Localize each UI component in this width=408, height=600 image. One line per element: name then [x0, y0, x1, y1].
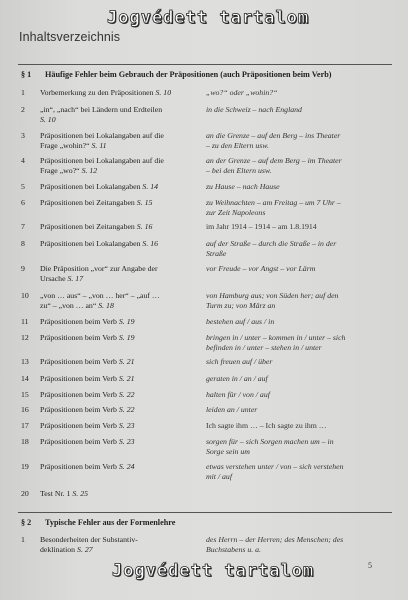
page-ref: S. 23: [118, 437, 135, 446]
page-ref: S. 23: [118, 421, 135, 430]
page-ref: S. 11: [91, 140, 107, 150]
entry-title: Präpositionen beim Verb S. 23: [40, 421, 135, 430]
entry-title: Präpositionen bei Lokalangaben auf die Frage „wohin?“ S. 11: [40, 131, 164, 150]
page-ref: S. 19: [118, 317, 135, 326]
entry-example: zu Hause – nach Hause: [206, 182, 280, 191]
entry-number: 5: [21, 182, 25, 191]
entry-example: sich freuen auf / über: [206, 357, 273, 366]
entry-example: vor Freude – vor Angst – vor Lärm: [206, 264, 316, 273]
section-number: § 1: [21, 70, 32, 79]
page-ref: S. 25: [72, 489, 88, 498]
entry-example: leiden an / unter: [206, 405, 258, 414]
entry-number: 11: [21, 317, 29, 326]
entry-example: an der Grenze – auf dem Berg – im Theater – bei den Eltern usw.: [206, 156, 342, 175]
page-ref: S. 19: [118, 333, 135, 342]
entry-example: halten für / von / auf: [206, 390, 270, 399]
entry-number: 16: [21, 405, 29, 414]
section-title: Häufige Fehler beim Gebrauch der Präpositionen (auch Präpositionen beim Verb): [45, 70, 332, 79]
entry-title: Besonderheiten der Substantiv- deklination S. 27: [40, 535, 138, 554]
entry-number: 1: [21, 88, 25, 97]
entry-title: Vorbemerkung zu den Präpositionen S. 10: [40, 88, 172, 97]
entry-title: Test Nr. 1 S. 25: [40, 489, 88, 498]
entry-title: Präpositionen beim Verb S. 19: [40, 333, 135, 342]
page-ref: S. 17: [67, 273, 84, 283]
entry-title: Präpositionen bei Zeitangaben S. 16: [40, 222, 153, 231]
page-ref: S. 16: [136, 222, 153, 231]
page-ref: S. 16: [142, 239, 159, 248]
page-ref: S. 18: [98, 300, 114, 310]
entry-title: Präpositionen beim Verb S. 22: [40, 390, 135, 399]
page-ref: S. 22: [118, 390, 135, 399]
entry-number: 1: [21, 535, 25, 544]
entry-example: im Jahr 1914 – 1914 – am 1.8.1914: [206, 222, 317, 231]
page-ref: S. 21: [118, 374, 135, 383]
page-title: Inhaltsverzeichnis: [19, 30, 121, 44]
entry-title: Präpositionen beim Verb S. 21: [40, 374, 135, 383]
entry-title: Präpositionen bei Zeitangaben S. 15: [40, 198, 153, 207]
section-number: § 2: [21, 518, 32, 527]
entry-number: 3: [21, 131, 25, 140]
entry-example: an die Grenze – auf den Berg – ins Theater – zu den Eltern usw.: [206, 131, 341, 150]
page-ref: S. 10: [155, 88, 172, 97]
entry-title: Die Präposition „vor“ zur Angabe der Ursache S. 17: [40, 264, 158, 283]
entry-example: auf der Straße – durch die Straße – in der Straße: [206, 239, 337, 258]
page-ref: S. 14: [142, 182, 159, 191]
entry-example: geraten in / an / auf: [206, 374, 268, 383]
entry-example: in die Schweiz – nach England: [206, 105, 302, 114]
entry-title: Präpositionen beim Verb S. 21: [40, 357, 135, 366]
entry-title: Präpositionen bei Lokalangaben S. 16: [40, 239, 159, 248]
page-number: 5: [368, 561, 372, 570]
entry-title: „in“, „nach“ bei Ländern und Erdteilen S. 10: [40, 105, 163, 124]
entry-number: 7: [21, 222, 25, 231]
entry-example: von Hamburg aus; von Süden her; auf den Turm zu; von März an: [206, 291, 339, 310]
entry-title: Präpositionen beim Verb S. 24: [40, 462, 135, 471]
entry-example: sorgen für – sich Sorgen machen um – in Sorge sein um: [206, 437, 334, 456]
entry-example: zu Weihnachten – am Freitag – um 7 Uhr – zur Zeit Napoleons: [206, 198, 341, 217]
entry-number: 4: [21, 156, 25, 165]
entry-example: bringen in / unter – kommen in / unter – sich befinden in / unter – stehen in / unter: [206, 333, 346, 352]
entry-title: Präpositionen bei Lokalangaben S. 14: [40, 182, 159, 191]
entry-number: 2: [21, 105, 25, 114]
entry-number: 9: [21, 264, 25, 273]
entry-number: 10: [21, 291, 29, 300]
entry-number: 20: [21, 489, 29, 498]
section-heading-2: [21, 518, 175, 527]
entry-title: Präpositionen beim Verb S. 22: [40, 405, 135, 414]
entry-title: Präpositionen beim Verb S. 23: [40, 437, 135, 446]
entry-number: 15: [21, 390, 29, 399]
entry-number: 13: [21, 357, 29, 366]
entry-example: Ich sagte ihm … – Ich sagte zu ihm …: [206, 421, 327, 430]
divider: [18, 64, 392, 65]
page-ref: S. 12: [81, 165, 98, 175]
entry-example: des Herrn – der Herren; des Menschen; des Buchstabens u. a.: [206, 535, 344, 554]
divider: [18, 512, 392, 513]
page-ref: S. 10: [40, 114, 56, 124]
entry-number: 8: [21, 239, 25, 248]
section-title: Typische Fehler aus der Formenlehre: [45, 518, 176, 527]
page-ref: S. 15: [136, 198, 153, 207]
section-heading-1: [21, 70, 331, 79]
entry-number: 6: [21, 198, 25, 207]
entry-number: 19: [21, 462, 29, 471]
watermark-top: Jogvédett tartalom: [107, 8, 310, 28]
entry-number: 17: [21, 421, 29, 430]
entry-title: Präpositionen beim Verb S. 19: [40, 317, 135, 326]
entry-example: etwas verstehen unter / von – sich verstehen mit / auf: [206, 462, 344, 481]
entry-number: 14: [21, 374, 29, 383]
entry-number: 18: [21, 437, 29, 446]
entry-title: „von … aus“ – „von … her“ – „auf … zu“ – „von … an“ S. 18: [40, 291, 160, 310]
page-ref: S. 22: [118, 405, 135, 414]
page-ref: S. 24: [118, 462, 135, 471]
entry-number: 12: [21, 333, 29, 342]
watermark-bottom: Jogvédett tartalom: [112, 561, 315, 581]
page-ref: S. 27: [77, 544, 93, 554]
entry-title: Präpositionen bei Lokalangaben auf die Frage „wo?“ S. 12: [40, 156, 164, 175]
entry-example: „wo?“ oder „wohin?“: [206, 88, 278, 97]
page-ref: S. 21: [118, 357, 135, 366]
entry-example: bestehen auf / aus / in: [206, 317, 275, 326]
